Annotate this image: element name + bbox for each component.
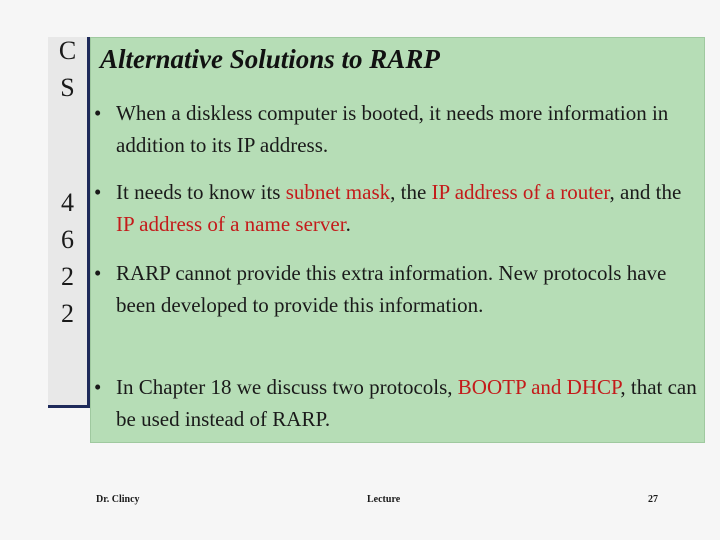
highlight-name-server-ip: IP address of a name server [116,212,346,236]
highlight-router-ip: IP address of a router [431,180,610,204]
course-letter-s: S [60,73,75,102]
bullet-text: RARP cannot provide this extra information. New protocols have been developed to provide this information. [116,261,667,317]
bullet-text: It needs to know its subnet mask, the IP address of a router, and the IP address of a name server. [116,180,682,236]
course-number-bar [48,37,90,408]
footer-author: Dr. Clincy [96,494,140,505]
bullet-item [94,371,699,435]
bullet-dot: • [94,180,102,204]
course-digit-3: 2 [61,262,74,291]
course-letter-c: C [58,36,77,65]
course-digit-4: 2 [61,299,74,328]
slide-title: Alternative Solutions to RARP [100,44,440,74]
highlight-bootp-dhcp: BOOTP and DHCP [457,375,621,399]
course-digit-1: 4 [61,188,74,217]
bullet-dot: • [94,261,102,285]
footer-type: Lecture [367,494,401,505]
highlight-subnet-mask: subnet mask [285,180,391,204]
bullet-dot: • [94,375,102,399]
bullet-item [94,97,699,161]
bullet-dot: • [94,101,102,125]
course-digit-2: 6 [61,225,74,254]
bullet-text: When a diskless computer is booted, it needs more information in addition to its IP address. [116,101,669,157]
bullet-item [94,176,699,240]
footer-page-number: 27 [648,494,658,505]
bullet-text: In Chapter 18 we discuss two protocols, BOOTP and DHCP, that can be used instead of RARP. [116,375,697,431]
bullet-item [94,257,699,321]
